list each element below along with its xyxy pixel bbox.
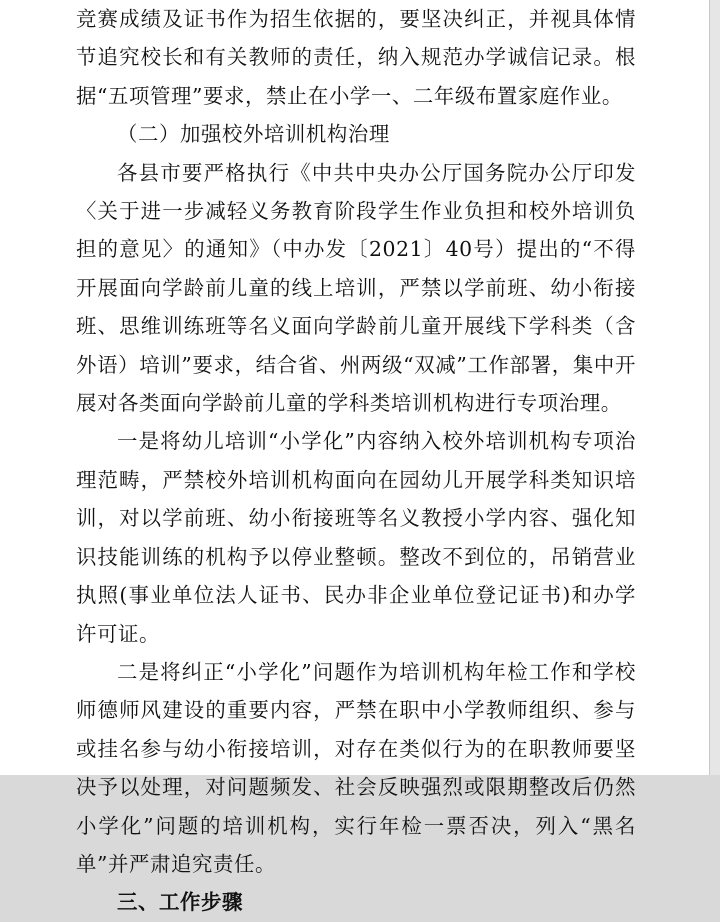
paragraph-county-execution: 各县市要严格执行《中共中央办公厅国务院办公厅印发〈关于进一步减轻义务教育阶段学生作业负担和校外培训负担的意见〉的通知》（中办发〔2021〕40号）提出的“不得开展面向学龄前儿童的线上培训，严禁以学前班、幼小衔接班、思维训练班等名义面向学龄前儿童开展线下学科类（含外语）培训”要求，结合省、州两级“双减”工作部署，集中开展对各类面向学龄前儿童的学科类培训机构进行专项治理。 [76, 160, 636, 416]
paragraph-measure-one: 一是将幼儿培训“小学化”内容纳入校外培训机构专项治理范畴，严禁校外培训机构面向在园幼儿开展学科类知识培训，对以学前班、幼小衔接班等名义教授小学内容、强化知识技能训练的机构予以停业整顿。整改不到位的，吊销营业执照(事业单位法人证书、民办非企业单位登记证书)和办学许可证。 [76, 429, 636, 646]
subheading-strengthen-training-governance: （二）加强校外培训机构治理 [117, 122, 390, 147]
section-heading-work-steps: 三、工作步骤 [117, 890, 243, 915]
document-body [76, 0, 636, 922]
paragraph-continued: 竞赛成绩及证书作为招生依据的，要坚决纠正，并视具体情节追究校长和有关教师的责任，纳入规范办学诚信记录。根据“五项管理”要求，禁止在小学一、二年级布置家庭作业。 [76, 7, 636, 108]
paragraph-measure-two: 二是将纠正“小学化”问题作为培训机构年检工作和学校师德师风建设的重要内容，严禁在职中小学教师组织、参与或挂名参与幼小衔接培训，对存在类似行为的在职教师要坚决予以处理，对问题频发、社会反映强烈或限期整改后仍然小学化”问题的培训机构，实行年检一票否决，列入“黑名单”并严肃追究责任。 [76, 659, 636, 876]
scrollbar-track[interactable] [710, 0, 720, 775]
